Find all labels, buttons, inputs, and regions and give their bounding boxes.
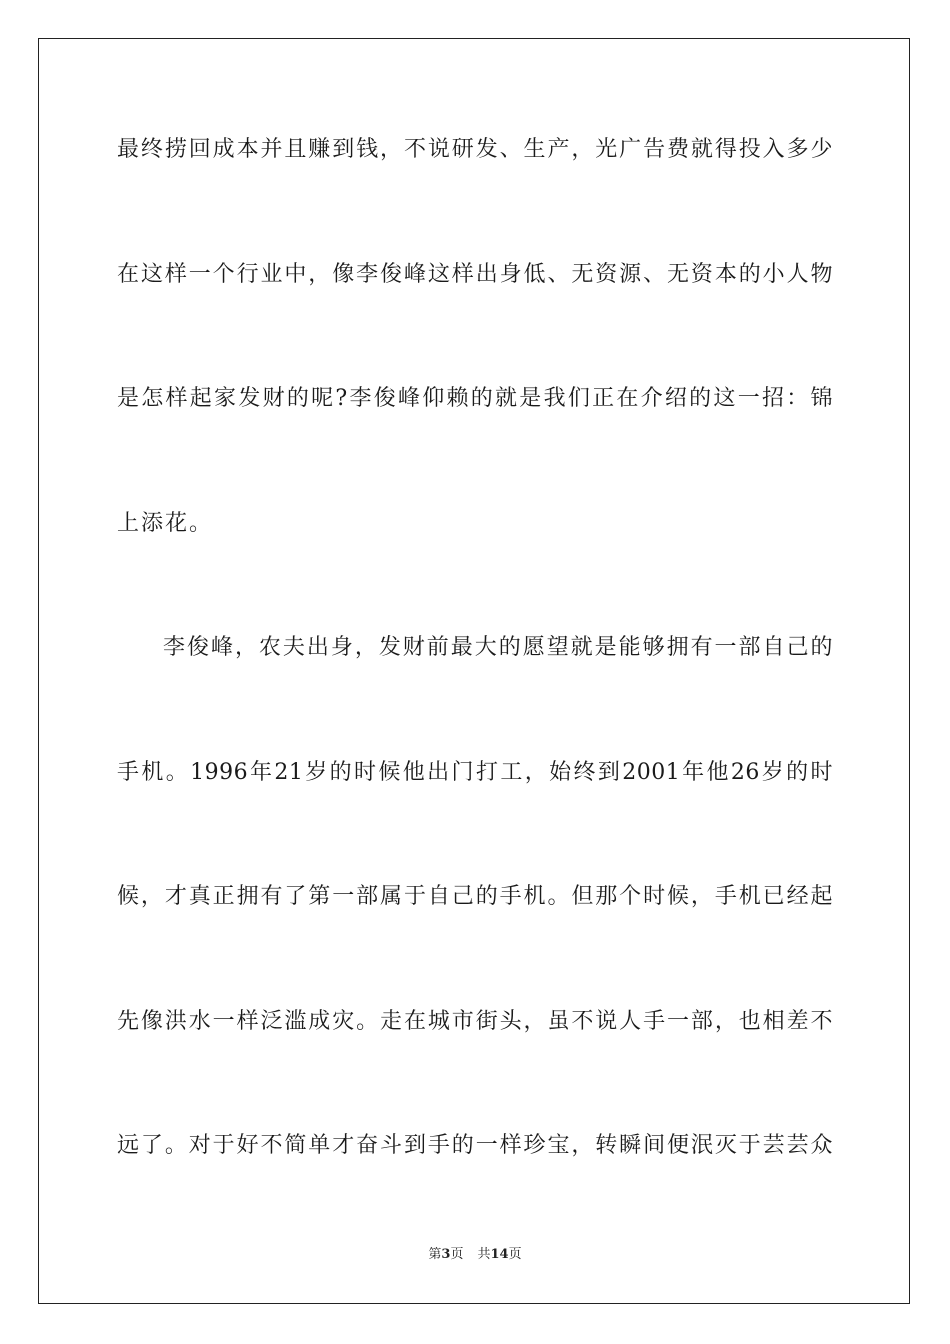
text-line-9: 远了。对于好不简单才奋斗到手的一样珍宝，转瞬间便泯灭于芸芸众 [117, 1133, 833, 1158]
page-number: 3 [441, 1247, 451, 1262]
text-line-1: 最终捞回成本并且赚到钱，不说研发、生产，光广告费就得投入多少 [117, 137, 833, 162]
paragraph-first-line: 李俊峰，农夫出身，发财前最大的愿望就是能够拥有一部自己的 [163, 635, 833, 660]
text-line-6: 手机。1996年21岁的时候他出门打工，始终到2001年他26岁的时 [117, 760, 833, 785]
page-border [38, 38, 910, 1304]
text-line-3: 是怎样起家发财的呢?李俊峰仰赖的就是我们正在介绍的这一招：锦 [117, 386, 833, 411]
page-footer [0, 1246, 950, 1264]
text-line-8: 先像洪水一样泛滥成灾。走在城市街头，虽不说人手一部，也相差不 [117, 1009, 833, 1034]
total-prefix: 共 [477, 1247, 491, 1262]
text-line-4: 上添花。 [117, 511, 214, 536]
page-prefix: 第 [428, 1247, 442, 1262]
text-line-2: 在这样一个行业中，像李俊峰这样出身低、无资源、无资本的小人物 [117, 262, 833, 287]
text-line-7: 候，才真正拥有了第一部属于自己的手机。但那个时候，手机已经起 [117, 884, 833, 909]
total-suffix: 页 [508, 1247, 522, 1262]
total-pages: 14 [490, 1247, 509, 1262]
page-suffix: 页 [450, 1247, 464, 1262]
